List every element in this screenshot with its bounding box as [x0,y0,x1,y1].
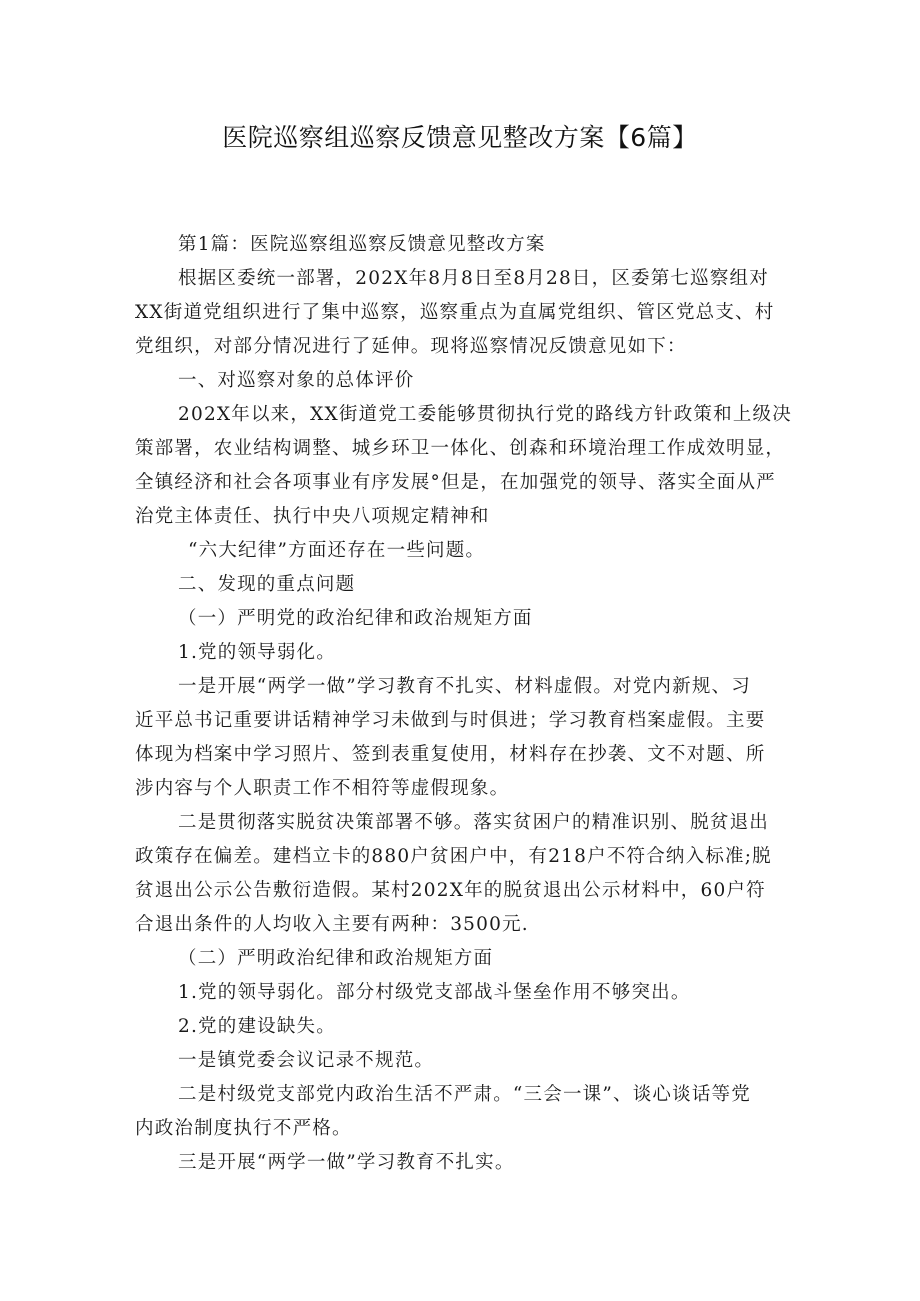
text-line: 1.党的领导弱化。部分村级党支部战斗堡垒作用不够突出。 [178,982,691,1003]
text-line: 体现为档案中学习照片、签到表重复使用，材料存在抄袭、文不对题、所 [135,744,766,765]
text-line: 2.党的建设缺失。 [178,1016,336,1037]
text-line: 合退出条件的人均收入主要有两种：3500元. [135,914,529,935]
text-line: 三是开展“两学一做”学习教育不扎实。 [178,1152,515,1173]
text-line: 内政治制度执行不严格。 [135,1118,352,1139]
text-line: “六大纪律”方面还存在一些问题。 [188,540,486,561]
text-line: 策部署，农业结构调整、城乡环卫一体化、创森和环境治理工作成效明显， [135,438,786,459]
text-line: 一是开展“两学一做”学习教育不扎实、材料虚假。对党内新规、习 [178,676,751,697]
text-line: 近平总书记重要讲话精神学习未做到与时俱进；学习教育档案虚假。主要 [135,710,766,731]
text-line: XX街道党组织进行了集中巡察，巡察重点为直属党组织、管区党总支、村 [135,302,775,323]
subsection-heading: （二）严明政治纪律和政治规矩方面 [178,948,494,969]
text-line: 第1篇：医院巡察组巡察反馈意见整改方案 [178,234,546,255]
text-line: 党组织，对部分情况进行了延伸。现将巡察情况反馈意见如下： [135,336,687,357]
subsection-heading: （一）严明党的政治纪律和政治规矩方面 [178,608,533,629]
text-line: 全镇经济和社会各项事业有序发展°但是，在加强党的领导、落实全面从严 [135,472,776,493]
text-line: 一是镇党委会议记录不规范。 [178,1050,435,1071]
text-line: 202X年以来，XX街道党工委能够贯彻执行党的路线方针政策和上级决 [178,404,792,425]
text-line: 治党主体责任、执行中央八项规定精神和 [135,506,490,527]
text-line: 二是村级党支部党内政治生活不严肃。“三会一课”、谈心谈话等党 [178,1084,751,1105]
section-heading: 一、对巡察对象的总体评价 [178,370,415,391]
text-line: 政策存在偏差。建档立卡的880户贫困户中，有218户不符合纳入标准;脱 [135,846,772,867]
document-title: 医院巡察组巡察反馈意见整改方案【6篇】 [222,123,698,152]
text-line: 1.党的领导弱化。 [178,642,336,663]
text-line: 贫退出公示公告敷衍造假。某村202X年的脱贫退出公示材料中，60户符 [135,880,766,901]
text-line: 涉内容与个人职责工作不相符等虚假现象。 [135,778,510,799]
text-line: 根据区委统一部署，202X年8月8日至8月28日，区委第七巡察组对 [178,268,769,289]
section-heading: 二、发现的重点问题 [178,574,356,595]
text-line: 二是贯彻落实脱贫决策部署不够。落实贫困户的精准识别、脱贫退出 [178,812,770,833]
